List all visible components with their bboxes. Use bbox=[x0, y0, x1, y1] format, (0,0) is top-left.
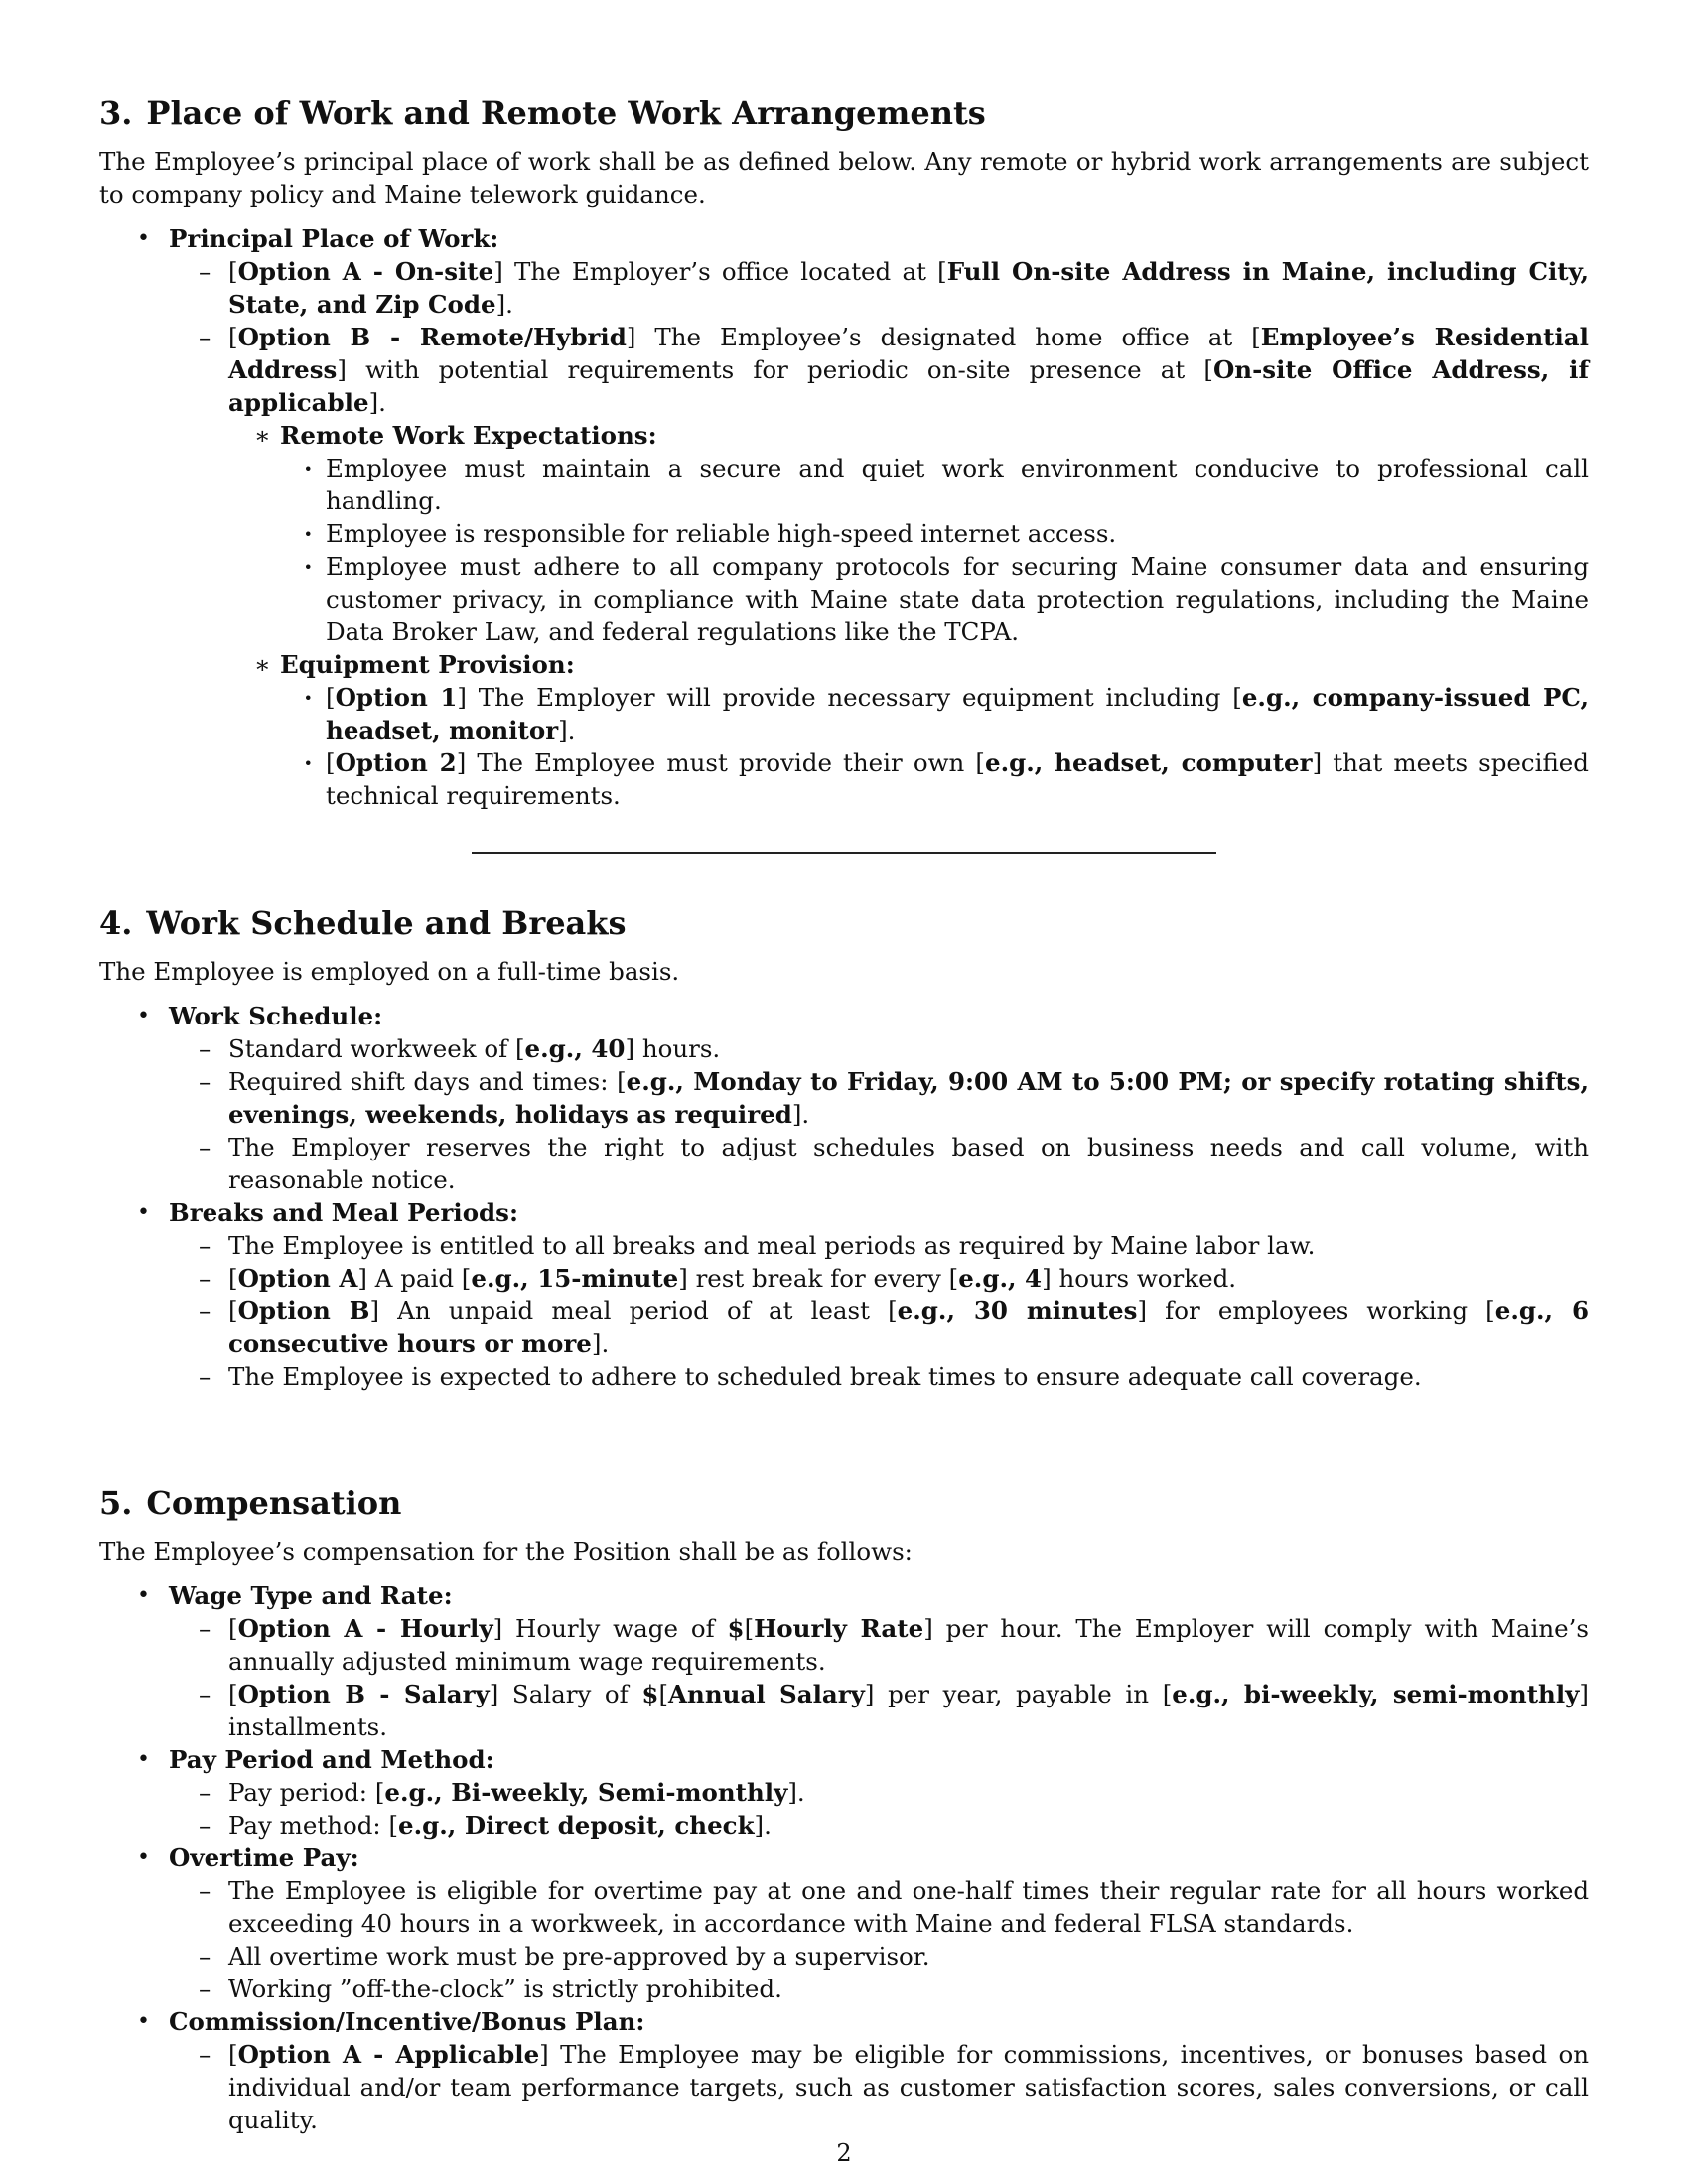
section-list bbox=[99, 222, 1589, 812]
section-title: 5. Compensation bbox=[99, 1484, 402, 1522]
list-item bbox=[99, 1842, 1589, 2005]
list-item: ∗ Remote Work Expectations: · Employee must maintain a secure and quiet work environment conducive to professional call handling. · Employee is responsible for reliable high-speed internet access. · Employee must adhere to all company protocols for securing Maine consumer data and ensuring customer privacy, in compliance with Maine state data protection regulations, including the Maine Data Broker Law, and federal regulations like the TCPA. bbox=[254, 421, 1589, 646]
section-list bbox=[99, 1579, 1589, 2136]
list-item: – Pay method: [e.g., Direct deposit, check]. bbox=[199, 1811, 772, 1840]
item-heading: Wage Type and Rate: bbox=[169, 1581, 453, 1610]
item-heading: Work Schedule: bbox=[169, 1002, 383, 1030]
section-intro: The Employee’s compensation for the Position shall be as follows: bbox=[99, 1537, 913, 1566]
bullet-icon: • bbox=[137, 1747, 150, 1772]
list-item: – Standard workweek of [e.g., 40] hours. bbox=[199, 1034, 721, 1063]
list-item: – Required shift days and times: [e.g., Monday to Friday, 9:00 AM to 5:00 PM; or specify rotating shifts, evenings, weekends, holidays as required]. bbox=[199, 1067, 1589, 1129]
section-list bbox=[99, 1000, 1589, 1393]
list-item: – All overtime work must be pre-approved by a supervisor. bbox=[199, 1942, 930, 1971]
section-intro: The Employee’s principal place of work shall be as defined below. Any remote or hybrid work arrangements are subject to company policy and Maine telework guidance. bbox=[99, 147, 1589, 208]
list-item: · Employee must maintain a secure and quiet work environment conducive to professional call handling. bbox=[304, 454, 1589, 515]
divider bbox=[472, 852, 1216, 854]
bullet-icon: • bbox=[137, 2009, 150, 2034]
list-item bbox=[99, 1000, 1589, 1196]
list-item: · Employee is responsible for reliable high-speed internet access. bbox=[304, 519, 1117, 548]
list-item: – Working ”off-the-clock” is strictly prohibited. bbox=[199, 1975, 782, 2003]
list-item: – [Option A - On-site] The Employer’s office located at [Full On-site Address in Maine, including City, State, and Zip Code]. bbox=[199, 257, 1589, 319]
list-item: · Employee must adhere to all company protocols for securing Maine consumer data and ensuring customer privacy, in compliance with Maine state data protection regulations, including the Maine Data Broker Law, and federal regulations like the TCPA. bbox=[304, 552, 1589, 646]
page-number: 2 bbox=[836, 2139, 852, 2167]
list-item: – The Employee is expected to adhere to scheduled break times to ensure adequate call coverage. bbox=[199, 1362, 1422, 1391]
bullet-icon: • bbox=[137, 226, 150, 251]
list-item bbox=[99, 2005, 1589, 2136]
list-item: – Pay period: [e.g., Bi-weekly, Semi-monthly]. bbox=[199, 1778, 805, 1807]
list-item: – The Employee is entitled to all breaks and meal periods as required by Maine labor law. bbox=[199, 1231, 1316, 1260]
section-intro: The Employee is employed on a full-time basis. bbox=[99, 957, 680, 986]
list-item: – The Employee is eligible for overtime pay at one and one-half times their regular rate for all hours worked exceeding 40 hours in a workweek, in accordance with Maine and federal FLSA standards. bbox=[199, 1876, 1589, 1938]
list-item bbox=[99, 1579, 1589, 1743]
list-item: – [Option A - Hourly] Hourly wage of $[Hourly Rate] per hour. The Employer will comply with Maine’s annually adjusted minimum wage requirements. bbox=[199, 1614, 1589, 1676]
list-item bbox=[99, 1743, 1589, 1842]
list-item: – [Option B - Remote/Hybrid] The Employee’s designated home office at [Employee’s Residential Address] with potential requirements for periodic on-site presence at [On-site Office Address, if applicable]. ∗ Remote Work Expectations: · Employee must maintain a secure and quiet work environment conducive to professional call handling. · Employee is responsible for reliable high-speed internet access. · Employee must adhere to all company protocols for securing Maine consumer data and ensuring customer privacy, in compliance with Maine state data protection regulations, including the Maine Data Broker Law, and federal regulations like the TCPA. ∗ Equipment Provision: · [Option 1] The Employer will provide necessary equipment including [e.g., company-issued PC, headset, monitor]. · [Option 2] The Employee must provide their own [e.g., headset, computer] that meets specified technical requirements. bbox=[199, 323, 1590, 810]
section-place-of-work bbox=[99, 91, 1589, 812]
bullet-icon: • bbox=[137, 1004, 150, 1028]
list-item: – [Option B - Salary] Salary of $[Annual Salary] per year, payable in [e.g., bi-weekly, semi-monthly] installments. bbox=[199, 1680, 1589, 1741]
section-compensation bbox=[99, 1481, 1589, 2136]
bullet-icon: • bbox=[137, 1200, 150, 1225]
bullet-icon: • bbox=[137, 1583, 150, 1608]
section-title: 4. Work Schedule and Breaks bbox=[99, 904, 627, 942]
list-item bbox=[99, 1196, 1589, 1393]
item-heading: Breaks and Meal Periods: bbox=[169, 1198, 519, 1227]
section-title: 3. Place of Work and Remote Work Arrangements bbox=[99, 94, 986, 132]
list-item: ∗ Equipment Provision: · [Option 1] The Employer will provide necessary equipment including [e.g., company-issued PC, headset, monitor]. · [Option 2] The Employee must provide their own [e.g., headset, computer] that meets specified technical requirements. bbox=[254, 650, 1590, 810]
list-item bbox=[99, 222, 1589, 812]
list-item: – [Option B] An unpaid meal period of at least [e.g., 30 minutes] for employees working [e.g., 6 consecutive hours or more]. bbox=[199, 1297, 1589, 1358]
list-item: · [Option 1] The Employer will provide necessary equipment including [e.g., company-issued PC, headset, monitor]. bbox=[304, 683, 1590, 745]
item-heading: Pay Period and Method: bbox=[169, 1745, 494, 1774]
item-heading: Commission/Incentive/Bonus Plan: bbox=[169, 2007, 645, 2036]
list-item: – The Employer reserves the right to adjust schedules based on business needs and call volume, with reasonable notice. bbox=[199, 1133, 1589, 1194]
document-page bbox=[99, 91, 1589, 2136]
list-item: · [Option 2] The Employee must provide their own [e.g., headset, computer] that meets specified technical requirements. bbox=[304, 749, 1589, 810]
bullet-icon: • bbox=[137, 1845, 150, 1870]
list-item: – [Option A] A paid [e.g., 15-minute] rest break for every [e.g., 4] hours worked. bbox=[199, 1264, 1237, 1293]
section-work-schedule bbox=[99, 901, 1589, 1393]
item-heading: Overtime Pay: bbox=[169, 1843, 359, 1872]
item-heading: Principal Place of Work: bbox=[169, 224, 499, 253]
list-item: – [Option A - Applicable] The Employee may be eligible for commissions, incentives, or bonuses based on individual and/or team performance targets, such as customer satisfaction scores, sales conversions, or call quality. bbox=[199, 2040, 1589, 2134]
